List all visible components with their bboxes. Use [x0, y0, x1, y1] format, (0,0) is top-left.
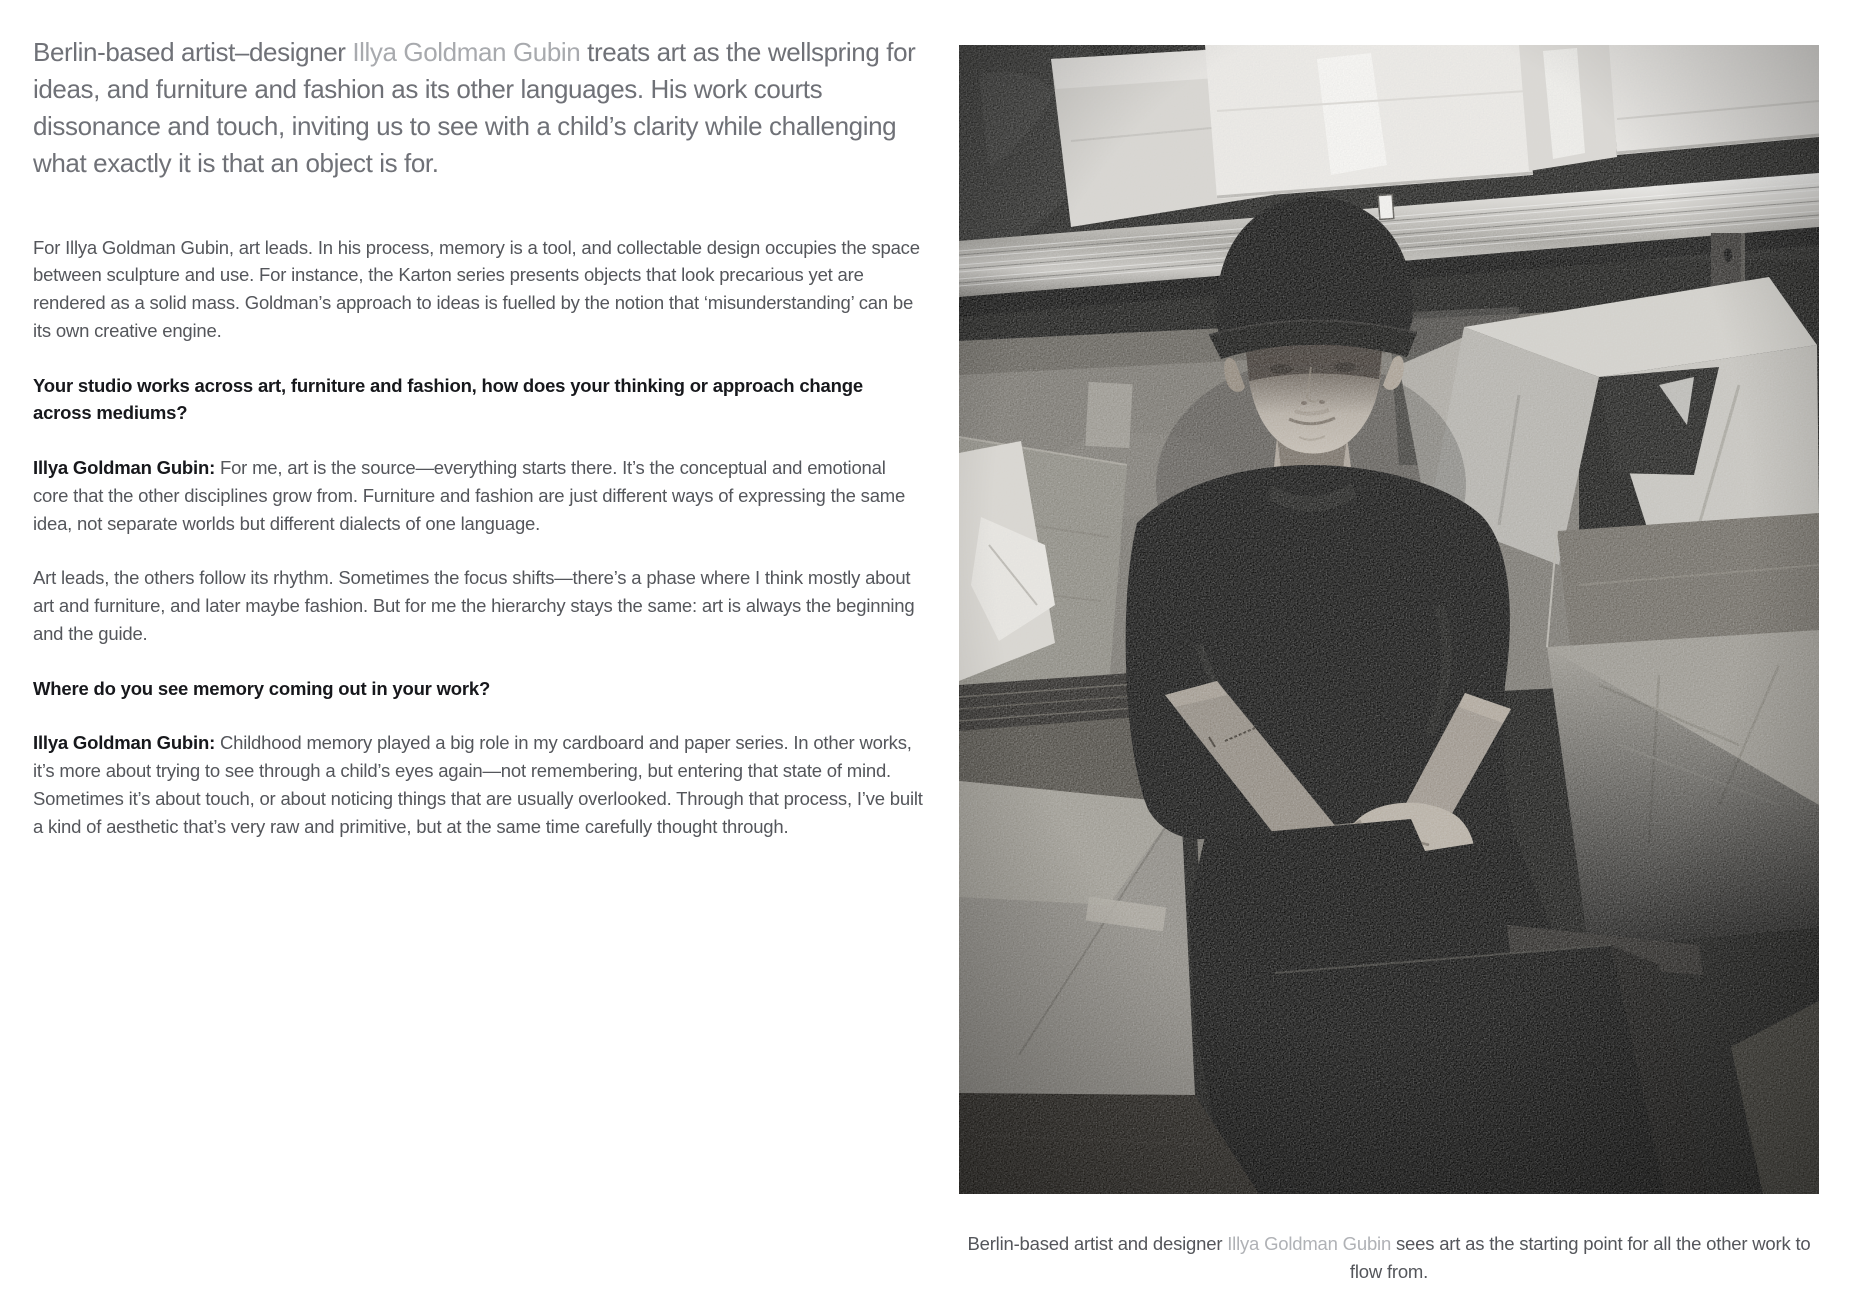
interview-question-1: Your studio works across art, furniture and fashion, how does your thinking or approach change across mediums?: [33, 374, 863, 424]
speaker-name-2: Illya Goldman Gubin:: [33, 732, 216, 754]
caption-text-pre: Berlin-based artist and designer: [967, 1233, 1228, 1254]
intro-text-post: treats art as the wellspring for ideas, and furniture and fashion as its other languages. His work courts dissonance and touch, inviting us to see with a child’s clarity while challenging what exactly it is that an object is for.: [33, 37, 916, 178]
vignette-overlay: [959, 45, 1819, 1194]
portrait-figure: [959, 45, 1819, 1286]
article-text-column: [33, 34, 925, 867]
portrait-photo: [959, 45, 1819, 1194]
answer-2-text: Childhood memory played a big role in my cardboard and paper series. In other works, it’s more about trying to see through a child’s eyes again—not remembering, but entering that state of mind. Sometimes it’s about touch, or about noticing things that are usually overlooked. Through that process, I’ve built a kind of aesthetic that’s very raw and primitive, but at the same time carefully thought through.: [33, 732, 923, 837]
interview-question-2: Where do you see memory coming out in your work?: [33, 677, 491, 699]
interview-answer-2: [33, 729, 925, 840]
caption-text-post: sees art as the starting point for all the other work to flow from.: [1349, 1233, 1811, 1282]
artist-link-caption[interactable]: Illya Goldman Gubin: [1227, 1233, 1392, 1254]
lead-paragraph: For Illya Goldman Gubin, art leads. In his process, memory is a tool, and collectable design occupies the space between sculpture and use. For instance, the Karton series presents objects that look precarious yet are rendered as a solid mass. Goldman’s approach to ideas is fuelled by the notion that ‘misunderstanding’ can be its own creative engine.: [33, 236, 920, 341]
portrait-photo-image: [959, 45, 1819, 1194]
speaker-name-1: Illya Goldman Gubin:: [33, 457, 216, 479]
interview-answer-1-continued: Art leads, the others follow its rhythm. Sometimes the focus shifts—there’s a phase where I think mostly about art and furniture, and later maybe fashion. But for me the hierarchy stays the same: art is always the beginning and the guide.: [33, 567, 915, 644]
intro-paragraph: [33, 34, 925, 182]
interview-answer-1: [33, 454, 925, 537]
intro-text-pre: Berlin-based artist–designer: [33, 37, 353, 67]
interview-body: [33, 234, 925, 841]
artist-link-intro[interactable]: Illya Goldman Gubin: [352, 37, 581, 67]
answer-1-text: For me, art is the source—everything starts there. It’s the conceptual and emotional core that the other disciplines grow from. Furniture and fashion are just different ways of expressing the same idea, not separate worlds but different dialects of one language.: [33, 457, 906, 534]
photo-caption: [959, 1230, 1819, 1286]
